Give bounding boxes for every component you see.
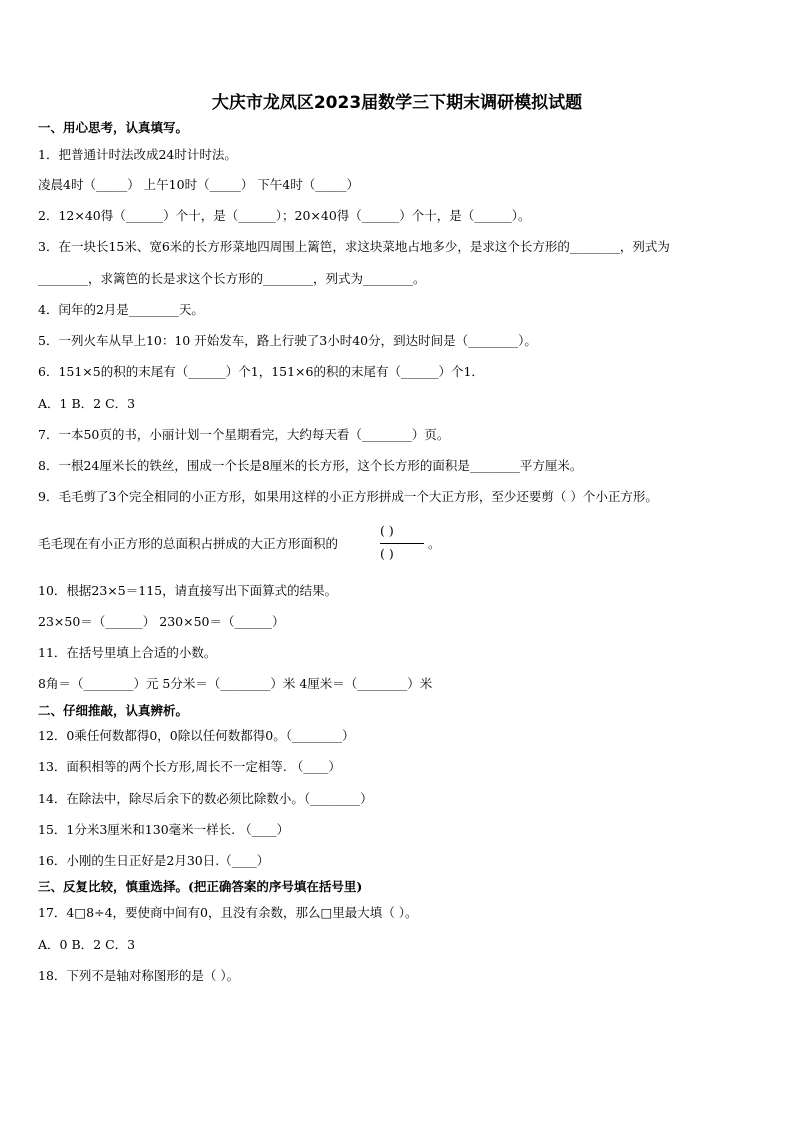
question-9: 9．毛毛剪了3个完全相同的小正方形，如果用这样的小正方形拼成一个大正方形，至少还要剪（ ）个小正方形。 [38, 489, 658, 504]
question-11-items: 8角＝（________）元 5分米＝（________）米 4厘米＝（________）米 [38, 676, 433, 691]
blank-fraction [378, 521, 426, 567]
question-15: 15．1分米3厘米和130毫米一样长. （____） [38, 822, 290, 837]
question-3: 3．在一块长15米、宽6米的长方形菜地四周围上篱笆，求这块菜地占地多少，是求这个长方形的________，列式为 [38, 239, 670, 254]
question-12: 12．0乘任何数都得0，0除以任何数都得0。（________） [38, 728, 355, 743]
question-17: 17．4□8÷4，要使商中间有0，且没有余数，那么□里最大填（ ）。 [38, 905, 418, 920]
fraction-bar [380, 543, 424, 544]
question-7: 7．一本50页的书，小丽计划一个星期看完，大约每天看（________）页。 [38, 427, 450, 442]
question-6: 6．151×5的积的末尾有（______）个1，151×6的积的末尾有（______）个1． [38, 364, 484, 379]
section-heading-2: 二、仔细推敲，认真辨析。 [38, 703, 189, 718]
question-17-options: A．0 B．2 C．3 [38, 937, 136, 952]
question-1: 1．把普通计时法改成24时计时法。 [38, 147, 237, 162]
question-10-items: 23×50＝（______） 230×50＝（______） [38, 614, 285, 629]
question-11: 11．在括号里填上合适的小数。 [38, 645, 217, 660]
question-16: 16．小刚的生日正好是2月30日.（____） [38, 853, 270, 868]
question-2: 2．12×40得（______）个十，是（______）；20×40得（______）个十，是（______）。 [38, 208, 531, 223]
question-13: 13．面积相等的两个长方形,周长不一定相等. （____） [38, 759, 341, 774]
section-heading-1: 一、用心思考，认真填写。 [38, 120, 189, 135]
question-4: 4．闰年的2月是________天。 [38, 302, 204, 317]
question-14: 14．在除法中，除尽后余下的数必须比除数小。（________） [38, 791, 373, 806]
question-18: 18．下列不是轴对称图形的是（ ）。 [38, 968, 240, 983]
question-8: 8．一根24厘米长的铁丝，围成一个长是8厘米的长方形，这个长方形的面积是________平方厘米。 [38, 458, 583, 473]
question-1-items: 凌晨4时（_____） 上午10时（_____） 下午4时（_____） [38, 177, 360, 192]
fraction-numerator: ( ) [380, 523, 394, 538]
page-title: 大庆市龙凤区2023届数学三下期末调研模拟试题 [211, 93, 583, 113]
section-heading-3: 三、反复比较，慎重选择。(把正确答案的序号填在括号里) [38, 879, 363, 894]
question-5: 5．一列火车从早上10：10 开始发车，路上行驶了3小时40分，到达时间是（________）。 [38, 333, 537, 348]
question-3-cont: ________，求篱笆的长是求这个长方形的________，列式为________。 [38, 271, 426, 286]
question-6-options: A．1 B．2 C．3 [38, 396, 136, 411]
question-9-cont: 毛毛现在有小正方形的总面积占拼成的大正方形面积的 [38, 536, 339, 551]
fraction-tail: 。 [428, 536, 441, 551]
fraction-denominator: ( ) [380, 546, 394, 561]
question-10: 10．根据23×5＝115，请直接写出下面算式的结果。 [38, 583, 338, 598]
